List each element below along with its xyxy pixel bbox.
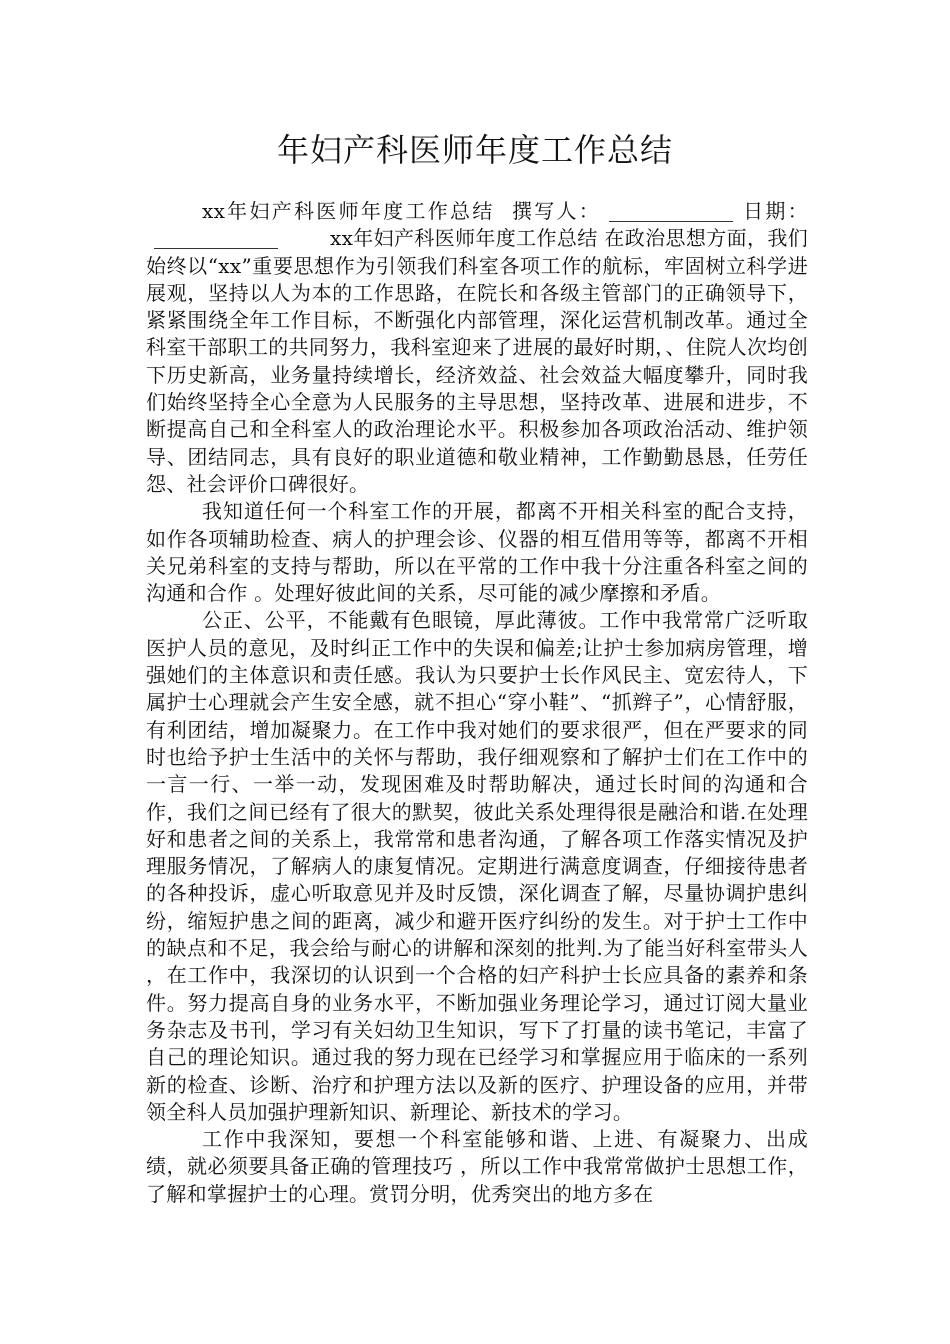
paragraph-4: 工作中我深知，要想一个科室能够和谐、上进、有凝聚力、出成绩，就必须要具备正确的管理技巧 ，所以工作中我常常做护士思想工作，了解和掌握护士的心理。赏罚分明，优秀突出的地方多在 (146, 1127, 808, 1206)
author-blank-line (609, 201, 733, 222)
author-label: 撰写人： (511, 199, 602, 223)
repeat-title: xx年妇产科医师年度工作总结 (330, 226, 598, 251)
date-label-part2: 期： (765, 199, 808, 223)
paragraph-2: 我知道任何一个科室工作的开展，都离不开相关科室的配合支持，如作各项辅助检查、病人的护理会诊、仪器的相互借用等等，都离不开相关兄弟科室的支持与帮助，所以在平常的工作中我十分注重各科室之间的沟通和合作 。处理好彼此间的关系，尽可能的减少摩擦和矛盾。 (146, 499, 808, 606)
doc-name: xx年妇产科医师年度工作总结 (202, 199, 495, 223)
date-blank-line (154, 228, 278, 249)
document-body (146, 198, 808, 1208)
paragraph-intro (146, 198, 808, 498)
date-label-part1: 日 (741, 199, 766, 223)
paragraph-1: 在政治思想方面，我们始终以“xx”重要思想作为引领我们科室各项工作的航标，牢固树立科学进展观，坚持以人为本的工作思路，在院长和各级主管部门的正确领导下，紧紧围绕全年工作目标，不断强化内部管理，深化运营机制改革。通过全科室干部职工的共同努力，我科室迎来了进展的最好时期，、住院人次均创下历史新高，业务量持续增长，经济效益、社会效益大幅度攀升，同时我们始终坚持全心全意为人民服务的主导思想，坚持改革、进展和进步，不断提高自己和全科室人的政治理论水平。积极参加各项政治活动、维护领导、团结同志，具有良好的职业道德和敬业精神，工作勤勤恳恳，任劳任怨、社会评价口碑很好。 (146, 226, 809, 496)
paragraph-3: 公正、公平，不能戴有色眼镜，厚此薄彼。工作中我常常广泛听取医护人员的意见，及时纠正工作中的失误和偏差;让护士参加病房管理，增强她们的主体意识和责任感。我认为只要护士长作风民主、宽宏待人，下属护士心理就会产生安全感，就不担心“穿小鞋”、“抓辫子”，心情舒服，有利团结，增加凝聚力。在工作中我对她们的要求很严，但在严要求的同时也给予护士生活中的关怀与帮助，我仔细观察和了解护士们在工作中的一言一行、一举一动，发现困难及时帮助解决，通过长时间的沟通和合作，我们之间已经有了很大的默契，彼此关系处理得很是融洽和谐.在处理好和患者之间的关系上，我常常和患者沟通，了解各项工作落实情况及护理服务情况，了解病人的康复情况。定期进行满意度调查，仔细接待患者的各种投诉，虚心听取意见并及时反馈，深化调查了解，尽量协调护患纠纷，缩短护患之间的距离，减少和避开医疗纠纷的发生。对于护士工作中的缺点和不足，我会给与耐心的讲解和深刻的批判.为了能当好科室带头人 ，在工作中，我深切的认识到一个合格的妇产科护士长应具备的素养和条件。努力提高自身的业务水平，不断加强业务理论学习，通过订阅大量业务杂志及书刊，学习有关妇幼卫生知识，写下了打量的读书笔记，丰富了自己的理论知识。通过我的努力现在已经学习和掌握应用于临床的一系列新的检查、诊断、治疗和护理方法以及新的医疗、护理设备的应用，并带领全科人员加强护理新知识、新理论、新技术的学习。 (146, 608, 808, 1124)
document-title: 年妇产科医师年度工作总结 (276, 131, 673, 169)
